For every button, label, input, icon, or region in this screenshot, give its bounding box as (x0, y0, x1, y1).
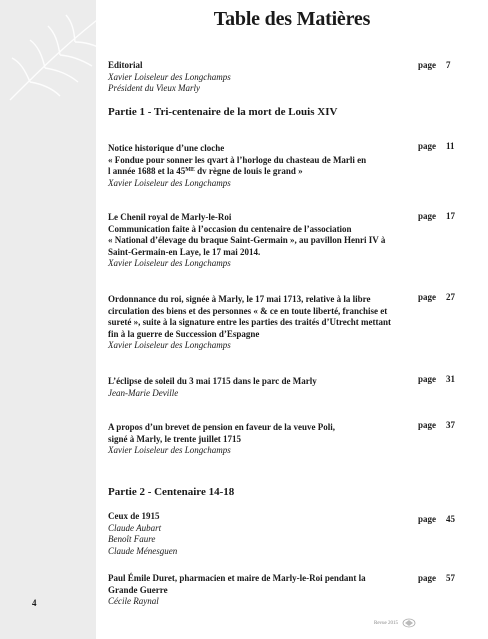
toc-entry-chenil (108, 212, 418, 270)
entry-subtitle: l année 1688 et la $45^{ME}$ dv règne de louis le grand » (108, 166, 303, 177)
toc-entry-duret (108, 573, 418, 608)
entry-subtitle: « National d’élevage du braque Saint-Germain », au pavillon Henri IV à (108, 235, 386, 246)
toc-page-ref: page 7 (418, 60, 451, 70)
entry-author: Claude Ménesguen (108, 545, 178, 556)
entry-subtitle: Communication faite à l’occasion du centenaire de l’association (108, 223, 352, 234)
entry-author: Xavier Loiseleur des Longchamps (108, 340, 231, 351)
entry-title: L’éclipse de soleil du 3 mai 1715 dans le parc de Marly (108, 376, 317, 386)
section-heading-partie-1: Partie 1 - Tri-centenaire de la mort de Louis XIV (108, 106, 338, 118)
toc-entry-editorial (108, 60, 418, 95)
entry-author: Jean-Marie Deville (108, 387, 179, 398)
society-logo-icon (402, 618, 416, 628)
page-number: 4 (32, 598, 37, 608)
entry-title: Paul Émile Duret, pharmacien et maire de Marly-le-Roi pendant la (108, 573, 366, 583)
section-heading-partie-2: Partie 2 - Centenaire 14-18 (108, 486, 235, 498)
entry-author-role: Président du Vieux Marly (108, 83, 201, 94)
entry-subtitle: Saint-Germain-en Laye, le 17 mai 2014. (108, 246, 261, 257)
entry-title: A propos d’un brevet de pension en faveur de la veuve Poli, (108, 422, 336, 432)
entry-title: signé à Marly, le trente juillet 1715 (108, 433, 242, 444)
entry-author: Claude Aubart (108, 522, 162, 533)
entry-author: Cécile Raynal (108, 596, 159, 607)
toc-page-ref: page 11 (418, 141, 455, 151)
toc-entry-ceux-de-1915 (108, 511, 418, 557)
entry-title: fin à la guerre de Succession d’Espagne (108, 328, 260, 339)
entry-author: Xavier Loiseleur des Longchamps (108, 71, 231, 82)
entry-title: sureté », suite à la signature entre les parties des traités d’Utrecht mettant (108, 317, 392, 328)
entry-title: Ceux de 1915 (108, 511, 160, 521)
toc-page-ref: page 31 (418, 374, 455, 384)
toc-entry-eclipse (108, 376, 418, 399)
entry-author: Xavier Loiseleur des Longchamps (108, 445, 231, 456)
toc-page-ref: page 45 (418, 514, 455, 524)
toc-entry-ordonnance (108, 294, 418, 352)
toc-entry-brevet (108, 422, 418, 457)
entry-author: Xavier Loiseleur des Longchamps (108, 258, 231, 269)
entry-title: Le Chenil royal de Marly-le-Roi (108, 212, 232, 222)
entry-title: Notice historique d’une cloche (108, 143, 225, 153)
toc-page-ref: page 17 (418, 211, 455, 221)
entry-title: Editorial (108, 60, 143, 70)
page-title: Table des Matières (213, 8, 371, 30)
entry-title: Ordonnance du roi, signée à Marly, le 17 mai 1713, relative à la libre (108, 294, 371, 304)
toc-page-ref: page 37 (418, 420, 455, 430)
toc-page-ref: page 27 (418, 292, 455, 302)
toc-entry-cloche (108, 143, 418, 189)
entry-author: Benoît Faure (108, 534, 156, 545)
entry-subtitle: « Fondue pour sonner les qvart à l’horloge du chasteau de Marli en (108, 154, 367, 165)
entry-title: circulation des biens et des personnes « & ce en toute liberté, franchise et (108, 305, 388, 316)
footer-text: Revue 2015 (374, 621, 399, 626)
entry-author: Xavier Loiseleur des Longchamps (108, 177, 231, 188)
toc-page-ref: page 57 (418, 573, 455, 583)
entry-title: Grande Guerre (108, 584, 168, 595)
